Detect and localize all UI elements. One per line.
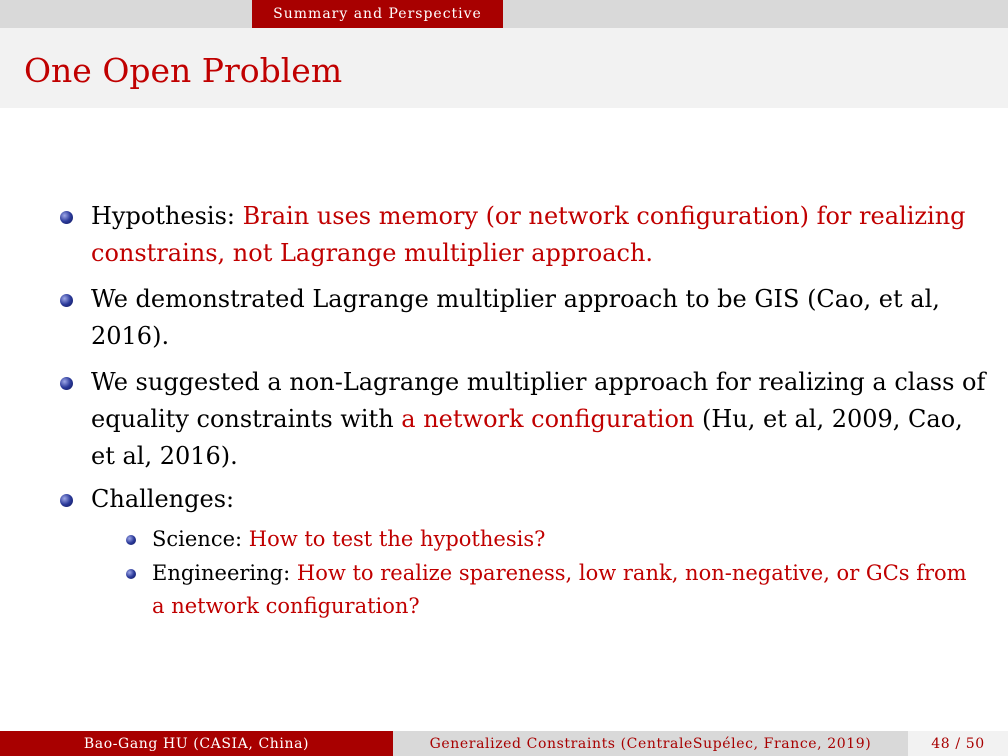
bullet-icon <box>60 211 73 224</box>
citation-text: (Hu, et al, 2009, Cao, et al, 2016). <box>91 405 963 470</box>
footer-author[interactable]: Bao-Gang HU (CASIA, China) <box>0 731 393 756</box>
science-question: How to test the hypothesis? <box>248 527 546 551</box>
slide-title: One Open Problem <box>24 51 343 90</box>
network-configuration-text: a network configuration <box>401 405 695 433</box>
bullet-icon <box>60 494 73 507</box>
title-bar <box>0 28 1008 108</box>
sub-bullet-science <box>152 523 972 556</box>
sub-bullet-label: Science: <box>152 527 249 551</box>
footer-talk-title[interactable]: Generalized Constraints (CentraleSupélec, France, 2019) <box>393 731 908 756</box>
bullet-label: Hypothesis: <box>91 202 243 230</box>
bullet-hypothesis <box>91 198 991 272</box>
hypothesis-text: Brain uses memory (or network configuration) for realizing constrains, not Lagrange multiplier approach. <box>91 202 966 267</box>
sub-bullet-label: Engineering: <box>152 561 297 585</box>
bullet-icon <box>60 377 73 390</box>
engineering-question: How to realize spareness, low rank, non-negative, or GCs from a network configuration? <box>152 561 967 618</box>
sub-bullet-icon <box>126 569 136 579</box>
bullet-demonstrated: We demonstrated Lagrange multiplier approach to be GIS (Cao, et al, 2016). <box>91 285 940 350</box>
header-bar <box>0 0 1008 28</box>
sub-bullet-engineering <box>152 557 972 623</box>
bullet-suggested <box>91 364 991 475</box>
section-name[interactable]: Summary and Perspective <box>252 0 503 28</box>
page-number: 48 / 50 <box>908 731 1008 756</box>
bullet-text: We suggested a non-Lagrange multiplier approach for realizing a class of equality constraints with <box>91 368 986 433</box>
sub-bullet-icon <box>126 535 136 545</box>
bullet-icon <box>60 294 73 307</box>
footer-bar <box>0 731 1008 756</box>
bullet-challenges: Challenges: <box>91 485 235 513</box>
